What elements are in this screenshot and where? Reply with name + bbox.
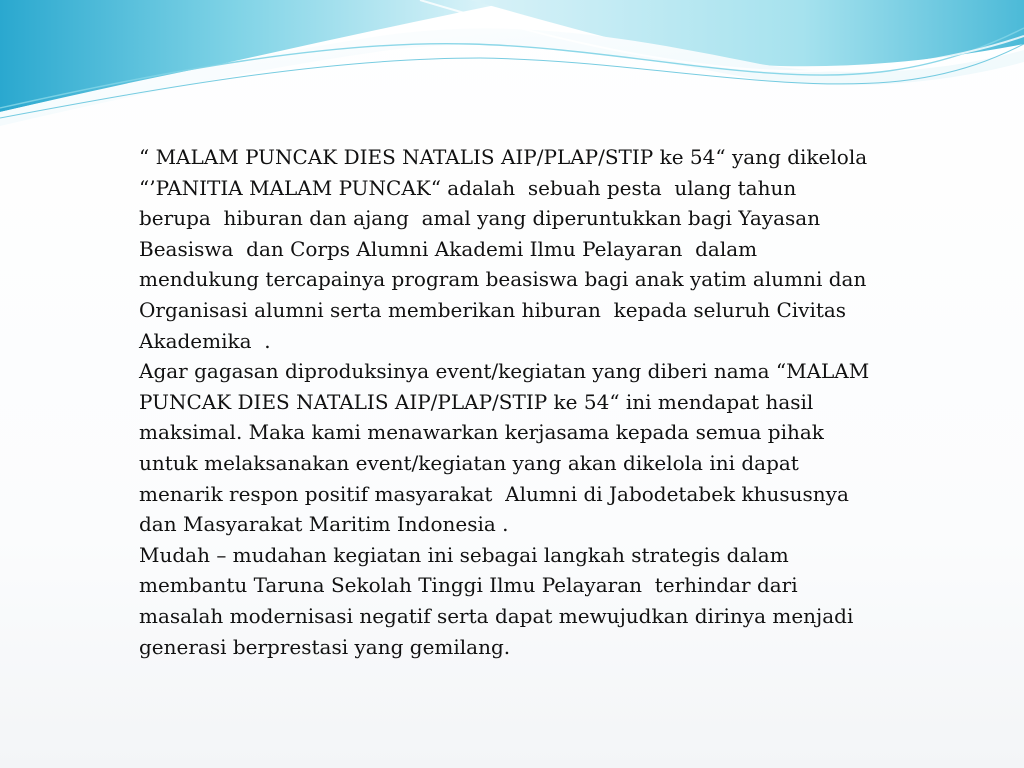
text-line: Mudah – mudahan kegiatan ini sebagai langkah strategis dalam [139, 542, 789, 567]
text-line: berupa hiburan dan ajang amal yang diperuntukkan bagi Yayasan [139, 206, 821, 231]
text-line: Organisasi alumni serta memberikan hiburan kepada seluruh Civitas [139, 297, 847, 322]
text-line: dan Masyarakat Maritim Indonesia . [139, 512, 509, 537]
paragraph-partnership-offer [139, 356, 959, 540]
text-line: masalah modernisasi negatif serta dapat mewujudkan dirinya menjadi [139, 603, 854, 628]
text-line: “’PANITIA MALAM PUNCAK“ adalah sebuah pesta ulang tahun [139, 175, 797, 200]
header-wave-decoration [0, 0, 1024, 130]
text-line: membantu Taruna Sekolah Tinggi Ilmu Pelayaran terhindar dari [139, 573, 798, 598]
text-line: menarik respon positif masyarakat Alumni di Jabodetabek khususnya [139, 481, 849, 506]
text-line: PUNCAK DIES NATALIS AIP/PLAP/STIP ke 54“ ini mendapat hasil [139, 389, 814, 414]
text-line: mendukung tercapainya program beasiswa bagi anak yatim alumni dan [139, 267, 867, 292]
text-line: “ MALAM PUNCAK DIES NATALIS AIP/PLAP/STIP ke 54“ yang dikelola [139, 145, 868, 169]
paragraph-event-description [139, 142, 959, 356]
text-line: generasi berprestasi yang gemilang. [139, 634, 511, 659]
text-line: untuk melaksanakan event/kegiatan yang akan dikelola ini dapat [139, 450, 799, 475]
text-line: maksimal. Maka kami menawarkan kerjasama kepada semua pihak [139, 420, 824, 445]
paragraph-closing-hope [139, 540, 959, 662]
text-line: Beasiswa dan Corps Alumni Akademi Ilmu Pelayaran dalam [139, 236, 758, 261]
body-text [139, 142, 959, 662]
text-line: Agar gagasan diproduksinya event/kegiatan yang diberi nama “MALAM [139, 359, 870, 384]
text-line: Akademika . [139, 328, 271, 353]
